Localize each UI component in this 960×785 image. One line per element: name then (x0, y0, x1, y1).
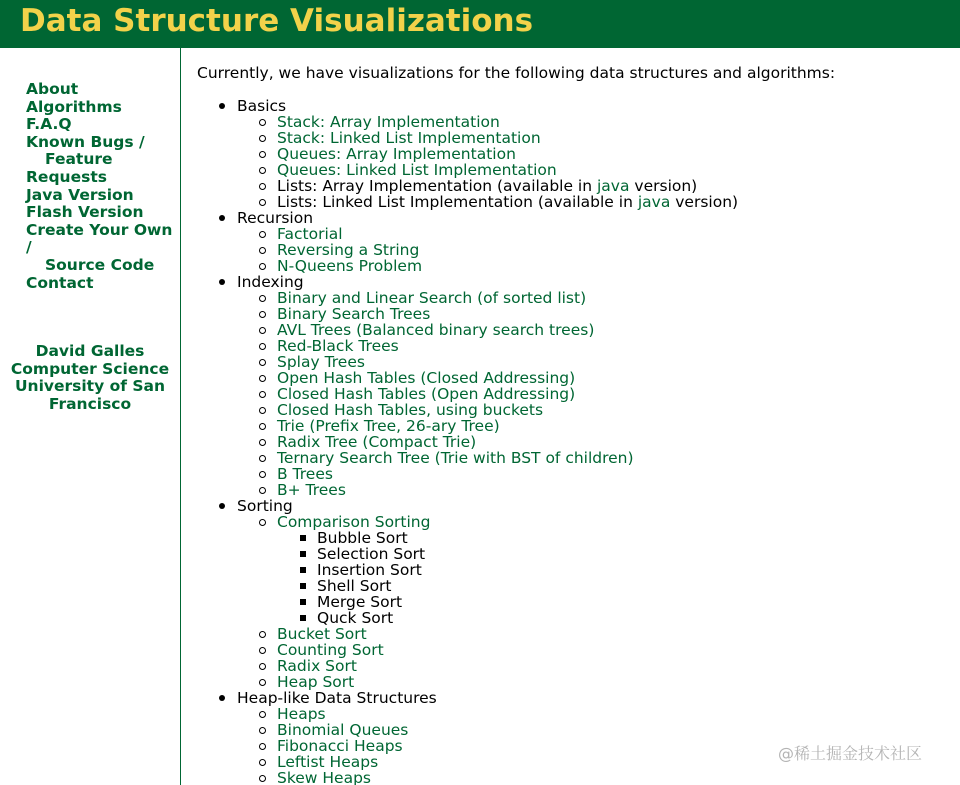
list-item (237, 338, 937, 354)
circle-bullet (259, 135, 266, 142)
nav-known-bugs-line1: Known Bugs / (26, 132, 145, 151)
quick-sort-text: Quck Sort (317, 609, 394, 627)
binary-linear-search-link[interactable]: Binary and Linear Search (of sorted list) (277, 289, 587, 307)
list-item (237, 242, 937, 258)
circle-bullet (259, 647, 266, 654)
circle-bullet (259, 423, 266, 430)
list-item (277, 562, 937, 578)
nav-contact-link[interactable]: Contact (26, 273, 94, 292)
basics-list (237, 114, 937, 210)
disc-bullet (219, 103, 225, 109)
disc-bullet (219, 279, 225, 285)
list-item (237, 706, 937, 722)
indexing-list (237, 290, 937, 498)
circle-bullet (259, 359, 266, 366)
disc-bullet (219, 695, 225, 701)
intro-text: Currently, we have visualizations for the following data structures and algorithms: (197, 64, 836, 82)
list-item (237, 450, 937, 466)
queue-linked-list-link[interactable]: Queues: Linked List Implementation (277, 161, 557, 179)
closed-hash-tables-link[interactable]: Closed Hash Tables (Open Addressing) (277, 385, 576, 403)
list-item (237, 418, 937, 434)
circle-bullet (259, 119, 266, 126)
list-item (237, 434, 937, 450)
fibonacci-heaps-link[interactable]: Fibonacci Heaps (277, 737, 403, 755)
square-bullet (300, 615, 306, 621)
circle-bullet (259, 439, 266, 446)
nav-create-line1: Create Your Own (26, 220, 173, 239)
nav-create-your-own-link[interactable] (26, 222, 176, 275)
circle-bullet (259, 743, 266, 750)
topic-sorting (197, 498, 937, 690)
topic-label: Indexing (237, 273, 304, 291)
list-item (237, 642, 937, 658)
lists-ll-text: Lists: Linked List Implementation (available in (277, 193, 638, 211)
selection-sort-text: Selection Sort (317, 545, 426, 563)
circle-bullet (259, 391, 266, 398)
list-item (237, 674, 937, 690)
heaps-link[interactable]: Heaps (277, 705, 326, 723)
list-item (237, 194, 937, 210)
author-info (0, 343, 180, 413)
topic-label: Sorting (237, 497, 293, 515)
list-item (237, 130, 937, 146)
sidebar (0, 48, 181, 785)
nav-java-version-link[interactable]: Java Version (26, 185, 134, 204)
main-content (197, 64, 937, 785)
stack-linked-list-link[interactable]: Stack: Linked List Implementation (277, 129, 541, 147)
circle-bullet (259, 759, 266, 766)
list-item (237, 146, 937, 162)
splay-trees-link[interactable]: Splay Trees (277, 353, 365, 371)
nav-faq-link[interactable]: F.A.Q (26, 115, 72, 134)
shell-sort-text: Shell Sort (317, 577, 392, 595)
circle-bullet (259, 631, 266, 638)
list-item (277, 546, 937, 562)
list-item (237, 322, 937, 338)
square-bullet (300, 583, 306, 589)
square-bullet (300, 535, 306, 541)
list-item (237, 658, 937, 674)
radix-tree-link[interactable]: Radix Tree (Compact Trie) (277, 433, 477, 451)
queue-array-link[interactable]: Queues: Array Implementation (277, 145, 516, 163)
circle-bullet (259, 487, 266, 494)
list-item (237, 226, 937, 242)
comparison-sort-list (277, 530, 937, 626)
lists-array-text: Lists: Array Implementation (available in (277, 177, 597, 195)
circle-bullet (259, 375, 266, 382)
page-title: Data Structure Visualizations (20, 3, 534, 39)
circle-bullet (259, 263, 266, 270)
list-item (277, 578, 937, 594)
disc-bullet (219, 215, 225, 221)
list-item (237, 386, 937, 402)
circle-bullet (259, 311, 266, 318)
topic-recursion (197, 210, 937, 274)
circle-bullet (259, 663, 266, 670)
open-hash-tables-link[interactable]: Open Hash Tables (Closed Addressing) (277, 369, 576, 387)
sorting-list (237, 514, 937, 690)
reversing-string-link[interactable]: Reversing a String (277, 241, 420, 259)
b-trees-link[interactable]: B Trees (277, 465, 333, 483)
insertion-sort-text: Insertion Sort (317, 561, 422, 579)
circle-bullet (259, 519, 266, 526)
nav-known-bugs-line3: Requests (26, 167, 107, 186)
circle-bullet (259, 199, 266, 206)
list-item (237, 402, 937, 418)
lists-ll-suffix: version) (670, 193, 739, 211)
list-item (237, 370, 937, 386)
ternary-search-tree-link[interactable]: Ternary Search Tree (Trie with BST of children) (277, 449, 634, 467)
topic-list (197, 98, 937, 785)
factorial-link[interactable]: Factorial (277, 225, 343, 243)
n-queens-link[interactable]: N-Queens Problem (277, 257, 423, 275)
nav-flash-version-link[interactable]: Flash Version (26, 203, 144, 222)
author-univ-line1: University of San (14, 377, 166, 396)
lists-ll-java-link[interactable]: java (637, 193, 671, 211)
nav-algorithms-link[interactable]: Algorithms (26, 97, 122, 116)
nav-known-bugs-line2: Feature (45, 150, 113, 169)
lists-array-java-link[interactable]: java (597, 177, 630, 195)
topic-indexing (197, 274, 937, 498)
circle-bullet (259, 295, 266, 302)
nav-create-line2: / (26, 238, 32, 257)
list-item (237, 258, 937, 274)
circle-bullet (259, 183, 266, 190)
binomial-queues-link[interactable]: Binomial Queues (277, 721, 409, 739)
author-univ-line2: Francisco (48, 394, 132, 413)
topic-label: Basics (237, 97, 287, 115)
author-name: David Galles (35, 342, 145, 360)
b-plus-trees-link[interactable]: B+ Trees (277, 481, 346, 499)
disc-bullet (219, 503, 225, 509)
list-item (237, 162, 937, 178)
circle-bullet (259, 247, 266, 254)
list-item (237, 178, 937, 194)
circle-bullet (259, 343, 266, 350)
circle-bullet (259, 407, 266, 414)
nav-about-link[interactable]: About (26, 80, 79, 98)
closed-hash-buckets-link[interactable]: Closed Hash Tables, using buckets (277, 401, 544, 419)
bubble-sort-text: Bubble Sort (317, 529, 408, 547)
stack-array-link[interactable]: Stack: Array Implementation (277, 113, 500, 131)
lists-array-suffix: version) (629, 177, 698, 195)
header-bar (0, 0, 960, 48)
comparison-sorting-link[interactable]: Comparison Sorting (277, 513, 431, 531)
bst-link[interactable]: Binary Search Trees (277, 305, 431, 323)
list-item (277, 530, 937, 546)
list-item (237, 626, 937, 642)
circle-bullet (259, 775, 266, 782)
list-item (237, 354, 937, 370)
circle-bullet (259, 471, 266, 478)
list-item (237, 466, 937, 482)
topic-basics (197, 98, 937, 210)
skew-heaps-link[interactable]: Skew Heaps (277, 769, 372, 785)
list-item (237, 514, 937, 626)
circle-bullet (259, 711, 266, 718)
list-item (277, 610, 937, 626)
list-item (237, 306, 937, 322)
sidebar-nav (26, 81, 176, 292)
radix-sort-link[interactable]: Radix Sort (277, 657, 357, 675)
circle-bullet (259, 167, 266, 174)
red-black-trees-link[interactable]: Red-Black Trees (277, 337, 399, 355)
leftist-heaps-link[interactable]: Leftist Heaps (277, 753, 379, 771)
circle-bullet (259, 327, 266, 334)
circle-bullet (259, 727, 266, 734)
merge-sort-text: Merge Sort (317, 593, 403, 611)
topic-heap-like (197, 690, 937, 785)
list-item (237, 114, 937, 130)
bucket-sort-link[interactable]: Bucket Sort (277, 625, 367, 643)
recursion-list (237, 226, 937, 274)
circle-bullet (259, 455, 266, 462)
avl-trees-link[interactable]: AVL Trees (Balanced binary search trees) (277, 321, 595, 339)
circle-bullet (259, 679, 266, 686)
square-bullet (300, 599, 306, 605)
list-item (237, 770, 937, 785)
topic-label: Recursion (237, 209, 314, 227)
list-item (237, 722, 937, 738)
topic-label: Heap-like Data Structures (237, 689, 437, 707)
list-item (237, 290, 937, 306)
square-bullet (300, 551, 306, 557)
author-dept: Computer Science (10, 359, 170, 378)
counting-sort-link[interactable]: Counting Sort (277, 641, 384, 659)
list-item (277, 594, 937, 610)
list-item (237, 482, 937, 498)
watermark: @稀土掘金技术社区 (778, 744, 923, 763)
circle-bullet (259, 231, 266, 238)
square-bullet (300, 567, 306, 573)
nav-create-line3: Source Code (45, 255, 155, 274)
trie-link[interactable]: Trie (Prefix Tree, 26-ary Tree) (277, 417, 500, 435)
nav-known-bugs-link[interactable] (26, 134, 176, 187)
circle-bullet (259, 151, 266, 158)
heap-sort-link[interactable]: Heap Sort (277, 673, 355, 691)
